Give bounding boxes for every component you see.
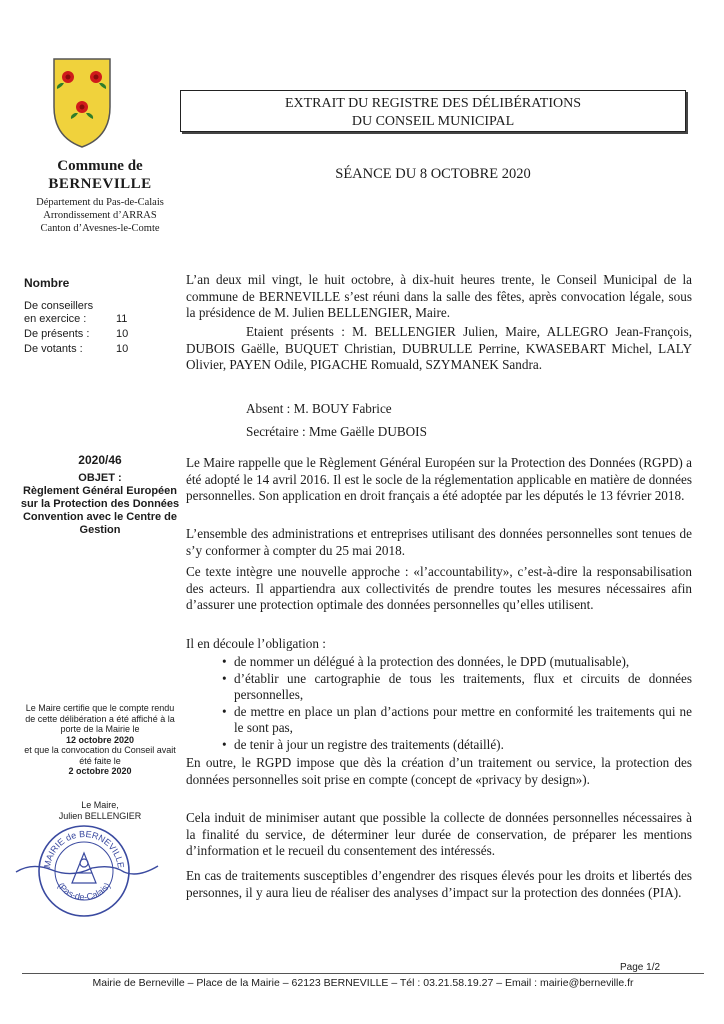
presents-value: 10 (116, 328, 129, 340)
signature-title: Le Maire, (81, 800, 119, 810)
stamp-top-text: MAIRIE de BERNEVILLE (42, 828, 126, 869)
list-item: • de mettre en place un plan d’actions pour mettre en conformité les traitements qui ne le sont pas, (222, 704, 692, 737)
list-item: • d’établir une cartographie de tous les traitements, flux et circuits de données personnelles, (222, 671, 692, 704)
secretaire-line: Secrétaire : Mme Gaëlle DUBOIS (246, 424, 427, 439)
paragraph-minimisation: Cela induit de minimiser autant que possible la collecte de données personnelles nécessaires à la finalité du service, de déterminer leur durée de conservation, de préparer les mentions d’information et le recueil du consentement des intéressés. (186, 810, 692, 858)
svg-text:(Pas-de-Calais) (56, 881, 113, 902)
title-line-2: DU CONSEIL MUNICIPAL (351, 114, 515, 129)
votants-label: De votants : (24, 343, 83, 355)
list-item: • de nommer un délégué à la protection des données, le DPD (mutualisable), (222, 654, 692, 671)
commune-label: Commune de (57, 158, 143, 174)
arrondissement: Arrondissement d’ARRAS (43, 210, 157, 221)
conseillers-label-2: en exercice : (24, 313, 87, 325)
objet-text: Règlement Général Européen sur la Protection des Données Convention avec le Centre de Gestion (20, 485, 180, 536)
departement: Département du Pas-de-Calais (36, 197, 164, 208)
objet-label: OBJET : (78, 472, 122, 484)
title-line-1: EXTRAIT DU REGISTRE DES DÉLIBÉRATIONS (284, 96, 582, 111)
paragraph-pia: En cas de traitements susceptibles d’engendrer des risques élevés pour les droits et libertés des personnes, il y aura lieu de réaliser des analyses d’impact sur la protection des données (PIA). (186, 868, 692, 900)
stamp-bottom-text: (Pas-de-Calais) (55, 880, 113, 902)
presents-label: De présents : (24, 328, 90, 340)
coat-of-arms-icon (50, 55, 114, 151)
absent-line: Absent : M. BOUY Fabrice (246, 401, 392, 416)
paragraph-accountability: Ce texte intègre une nouvelle approche : «l’accountability», c’est-à-dire la responsabilisation des acteurs. Il appartiendra aux collectivités de prendre toutes les mesures nécessaires afin d’assurer une protection optimale des données personnelles qu’elles utilisent. (186, 564, 692, 612)
certif-date-2: 2 octobre 2020 (68, 766, 132, 776)
paragraph-privacy: En outre, le RGPD impose que dès la création d’un traitement ou service, la protection des données personnelles soit prise en compte (concept de «privacy by design»). (186, 755, 692, 787)
nombre-label: Nombre (24, 276, 70, 290)
certif-date-1: 12 octobre 2020 (65, 734, 135, 745)
conseillers-value: 11 (116, 313, 128, 325)
commune-name: BERNEVILLE (48, 176, 152, 192)
document-title-box (180, 90, 686, 132)
paragraph-obligation: Il en découle l’obligation : (186, 636, 326, 651)
list-item: • de tenir à jour un registre des traitements (détaillé). (222, 737, 692, 754)
certification-block (20, 703, 180, 777)
certif-text-2: et que la convocation du Conseil avait été faite le (24, 745, 176, 766)
objet-block (20, 472, 180, 537)
votants-value: 10 (116, 343, 129, 355)
deliberation-ref: 2020/46 (78, 453, 122, 467)
obligations-list (222, 654, 692, 753)
seance-date: SÉANCE DU 8 OCTOBRE 2020 (335, 166, 531, 182)
signature-scribble-icon (12, 858, 162, 882)
footer-address: Mairie de Berneville – Place de la Mairie – 62123 BERNEVILLE – Tél : 03.21.58.19.27 – Email : mairie@berneville.fr (92, 977, 634, 989)
paragraph-conformite: L’ensemble des administrations et entreprises utilisant des données personnelles sont tenues de s’y conformer à compter du 25 mai 2018. (186, 526, 692, 558)
page-number: Page 1/2 (620, 962, 661, 973)
signature-name: Julien BELLENGIER (58, 810, 142, 821)
intro-paragraph: L’an deux mil vingt, le huit octobre, à dix-huit heures trente, le Conseil Municipal de la commune de BERNEVILLE s’est réuni dans la salle des fêtes, après convocation légale, sous la présidence de M. Julien BELLENGIER, Maire. (186, 272, 692, 320)
canton: Canton d’Avesnes-le-Comte (40, 223, 160, 234)
signature-block (20, 800, 180, 821)
certif-text-1: Le Maire certifie que le compte rendu de cette délibération a été affiché à la porte de la Mairie le (25, 703, 175, 734)
presents-paragraph: Etaient présents : M. BELLENGIER Julien, Maire, ALLEGRO Jean-François, DUBOIS Gaëlle, BUQUET Christian, DUBRULLE Perrine, KWASEBART Michel, LALY Olivier, PAYEN Odile, PIGACHE Romuald, SZYMANEK Sandra. (186, 324, 692, 372)
conseillers-label-1: De conseillers (24, 300, 94, 312)
footer-divider (22, 973, 704, 974)
paragraph-rgpd: Le Maire rappelle que le Règlement Général Européen sur la Protection des Données (RGPD) a été adopté le 14 avril 2016. Il est le socle de la réglementation applicable en matière de données personnelles. Son application en droit français a été adoptée par les députés le 13 février 2018. (186, 455, 692, 503)
